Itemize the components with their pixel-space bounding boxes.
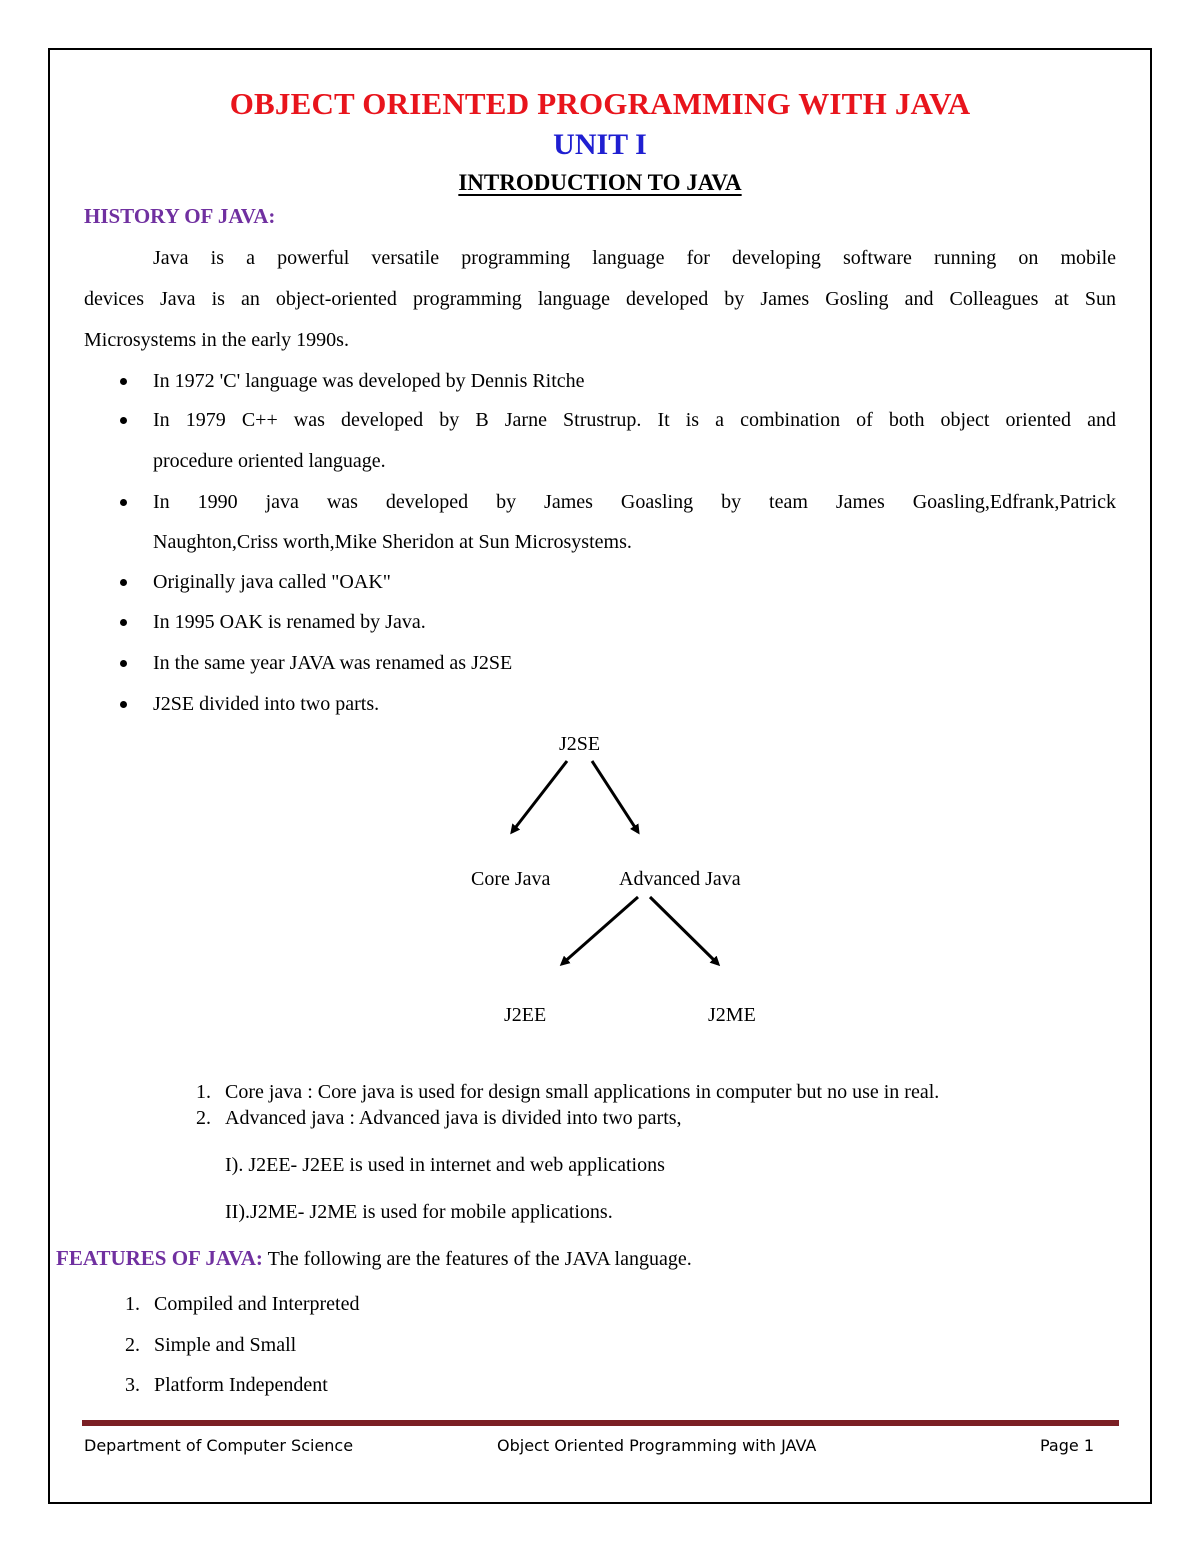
sub-list-item: II).J2ME- J2ME is used for mobile applications. <box>225 1201 613 1223</box>
feature-item: 1. Compiled and Interpreted <box>125 1293 360 1315</box>
arrow-j2se-to-advanced <box>592 761 638 832</box>
diagram-node-advanced-java: Advanced Java <box>619 868 741 890</box>
bullet-item: In 1972 'C' language was developed by Dennis Ritche <box>153 361 585 402</box>
diagram-node-j2me: J2ME <box>708 1004 756 1026</box>
features-heading: FEATURES OF JAVA: <box>56 1246 263 1270</box>
bullet-continuation: procedure oriented language. <box>153 450 386 472</box>
diagram-node-core-java: Core Java <box>471 868 551 890</box>
arrow-advanced-to-j2me <box>650 897 718 964</box>
document-title: OBJECT ORIENTED PROGRAMMING WITH JAVA <box>229 86 971 121</box>
arrow-j2se-to-core <box>512 761 567 832</box>
sub-list-item: I). J2EE- J2EE is used in internet and web applications <box>225 1154 665 1176</box>
footer-course: Object Oriented Programming with JAVA <box>497 1436 817 1455</box>
footer-divider <box>82 1420 1119 1426</box>
feature-item: 2. Simple and Small <box>125 1334 297 1356</box>
arrow-advanced-to-j2ee <box>562 897 638 964</box>
history-intro-line1: Java is a powerful versatile programming language for developing software running on mobile <box>153 247 1116 269</box>
bullet-item: J2SE divided into two parts. <box>153 684 379 725</box>
bullet-item: In 1979 C++ was developed by B Jarne Strustrup. It is a combination of both object oriented and <box>153 400 1116 441</box>
bullet-item: In 1995 OAK is renamed by Java. <box>153 602 426 643</box>
bullet-item: Originally java called "OAK" <box>153 562 391 603</box>
diagram-node-j2se: J2SE <box>559 733 601 755</box>
history-intro-line3: Microsystems in the early 1990s. <box>84 329 349 351</box>
footer-department: Department of Computer Science <box>84 1436 354 1455</box>
bullet-item: In 1990 java was developed by James Goasling by team James Goasling,Edfrank,Patrick <box>153 482 1116 523</box>
list-item: 2. Advanced java : Advanced java is divided into two parts, <box>196 1107 682 1129</box>
list-item: 1. Core java : Core java is used for design small applications in computer but no use in real. <box>196 1081 940 1103</box>
feature-item: 3. Platform Independent <box>125 1374 328 1396</box>
chapter-title: INTRODUCTION TO JAVA <box>458 170 742 195</box>
features-heading-line: FEATURES OF JAVA: The following are the features of the JAVA language. <box>56 1246 692 1270</box>
history-intro-line2: devices Java is an object-oriented programming language developed by James Gosling and Colleagues at Sun <box>84 288 1116 310</box>
history-heading: HISTORY OF JAVA: <box>84 204 276 228</box>
bullet-continuation: Naughton,Criss worth,Mike Sheridon at Sun Microsystems. <box>153 531 632 553</box>
unit-title: UNIT I <box>553 128 647 161</box>
footer-page-number: Page 1 <box>1040 1436 1094 1455</box>
bullet-item: In the same year JAVA was renamed as J2SE <box>153 643 512 684</box>
diagram-node-j2ee: J2EE <box>504 1004 547 1026</box>
